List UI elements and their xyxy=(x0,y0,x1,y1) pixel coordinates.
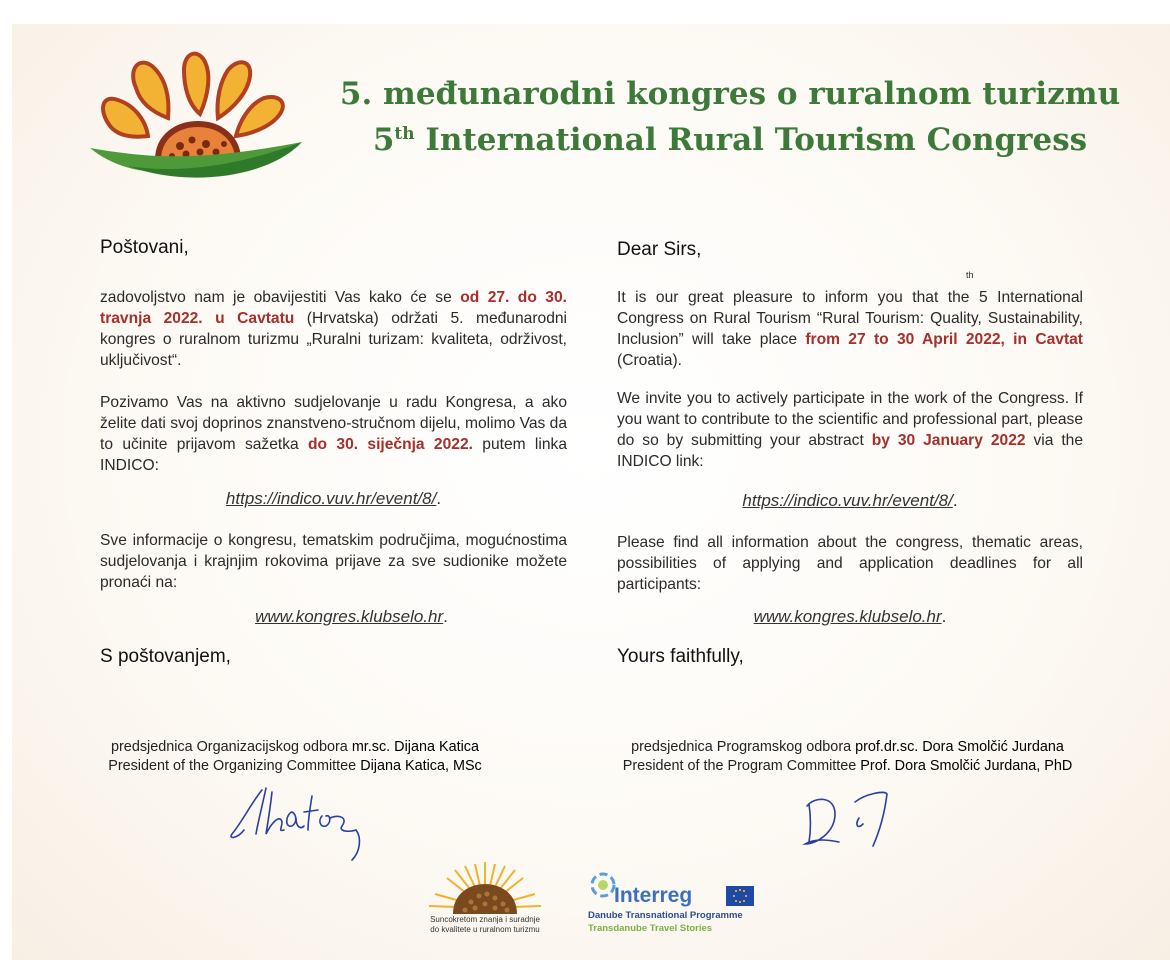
right-handwritten-signature xyxy=(795,784,905,854)
signatory-name-en: Dijana Katica, MSc xyxy=(360,758,482,774)
signatory-name-en: Prof. Dora Smolčić Jurdana, PhD xyxy=(860,758,1073,774)
text: Pozivamo Vas na aktivno sudjelovanje u radu Kongresa, a ako želite dati svoj doprinos znanstveno-stručnom dijelu, molimo Vas da to učinite prijavom sažetka xyxy=(100,394,567,453)
left-indico-link-row xyxy=(100,488,567,510)
right-signatory xyxy=(600,738,1095,776)
text: We invite you to actively participate in the work of the Congress. If you want to contribute to the scientific and professional part, please do so by submitting your abstract xyxy=(617,390,1083,449)
closing-hr: S poštovanjem, xyxy=(100,646,231,667)
left-closing xyxy=(100,645,567,669)
interreg-wordmark: Interreg xyxy=(614,884,693,907)
text: zadovoljstvo nam je obavijestiti Vas kako će se xyxy=(100,289,461,306)
deadline-highlight: by 30 January 2022 xyxy=(871,432,1026,449)
text: . xyxy=(952,491,958,510)
title-ordinal: 5 xyxy=(372,122,395,158)
interreg-project: Transdanube Travel Stories xyxy=(588,923,713,934)
caption-line-1: Suncokretom znanja i suradnje xyxy=(430,915,540,924)
text: Sve informacije o kongresu, tematskim područjima, mogućnostima sudjelovanja i krajnjim rokovima prijave za sve sudionike možete pronaći na: xyxy=(100,532,567,591)
title-ordinal-suffix: th xyxy=(394,124,415,144)
text: putem linka INDICO: xyxy=(100,436,568,474)
date-highlight: od 27. do 30. travnja 2022. u Cavtatu xyxy=(100,289,567,327)
text: (Croatia). xyxy=(617,352,682,369)
title-english-rest: International Rural Tourism Congress xyxy=(414,122,1088,158)
text: International Congress on Rural Tourism “Rural Tourism: Quality, Sustainability, Inclusion” will take place xyxy=(617,289,1083,348)
caption-line-2: do kvalitete u ruralnom turizmu xyxy=(430,925,540,934)
eu-flag-icon xyxy=(726,886,754,906)
right-website-link-row xyxy=(617,606,1083,628)
website-link[interactable]: www.kongres.klubselo.hr xyxy=(753,607,942,626)
left-paragraph-3 xyxy=(100,530,567,593)
right-salutation xyxy=(617,238,1083,262)
signatory-name-hr: mr.sc. Dijana Katica xyxy=(351,739,479,755)
salutation-hr: Poštovani, xyxy=(100,237,189,258)
text: via the INDICO link: xyxy=(617,432,1084,470)
interreg-programme: Danube Transnational Programme xyxy=(588,910,743,921)
text: Please find all information about the congress, thematic areas, possibilities of applying and application deadlines for all participants: xyxy=(617,534,1083,593)
text: It is our great pleasure to inform you that the 5 xyxy=(617,289,988,306)
left-salutation xyxy=(100,236,567,260)
role-hr: predsjednica Programskog odbora xyxy=(631,739,856,755)
left-handwritten-signature xyxy=(222,782,372,867)
closing-en: Yours faithfully, xyxy=(617,646,744,667)
role-en: President of the Program Committee xyxy=(622,758,861,774)
right-paragraph-3 xyxy=(617,532,1083,595)
right-paragraph-2 xyxy=(617,388,1083,472)
text: . xyxy=(436,489,442,508)
right-closing xyxy=(617,645,1083,669)
left-signatory xyxy=(90,738,500,776)
website-link[interactable]: www.kongres.klubselo.hr xyxy=(255,607,444,626)
right-ordinal-suffix xyxy=(966,270,986,280)
salutation-en: Dear Sirs, xyxy=(617,239,702,260)
congress-title xyxy=(330,74,1130,160)
right-indico-link-row xyxy=(617,490,1083,512)
deadline-highlight: do 30. siječnja 2022. xyxy=(308,436,473,453)
left-paragraph-1 xyxy=(100,287,567,371)
ordinal-suffix: th xyxy=(966,270,974,280)
title-croatian: 5. međunarodni kongres o ruralnom turizmu xyxy=(339,76,1121,112)
text: . xyxy=(443,607,448,626)
date-highlight: from 27 to 30 April 2022, in Cavtat xyxy=(805,331,1084,348)
left-website-link-row xyxy=(100,606,567,628)
role-en: President of the Organizing Committee xyxy=(108,758,361,774)
text: (Hrvatska) održati 5. međunarodni kongres o ruralnom turizmu „Ruralni turizam: kvaliteta, održivost, uključivost“. xyxy=(100,310,568,369)
text: . xyxy=(941,607,947,626)
congress-sunflower-logo xyxy=(88,48,320,190)
left-paragraph-2 xyxy=(100,392,567,476)
title-english xyxy=(330,120,1130,160)
signatory-name-hr: prof.dr.sc. Dora Smolčić Jurdana xyxy=(855,739,1064,755)
right-paragraph-1 xyxy=(617,287,1083,371)
indico-link[interactable]: https://indico.vuv.hr/event/8/ xyxy=(225,489,437,508)
indico-link[interactable]: https://indico.vuv.hr/event/8/ xyxy=(742,491,953,510)
role-hr: predsjednica Organizacijskog odbora xyxy=(111,739,352,755)
sunflower-logo-caption xyxy=(405,915,565,935)
